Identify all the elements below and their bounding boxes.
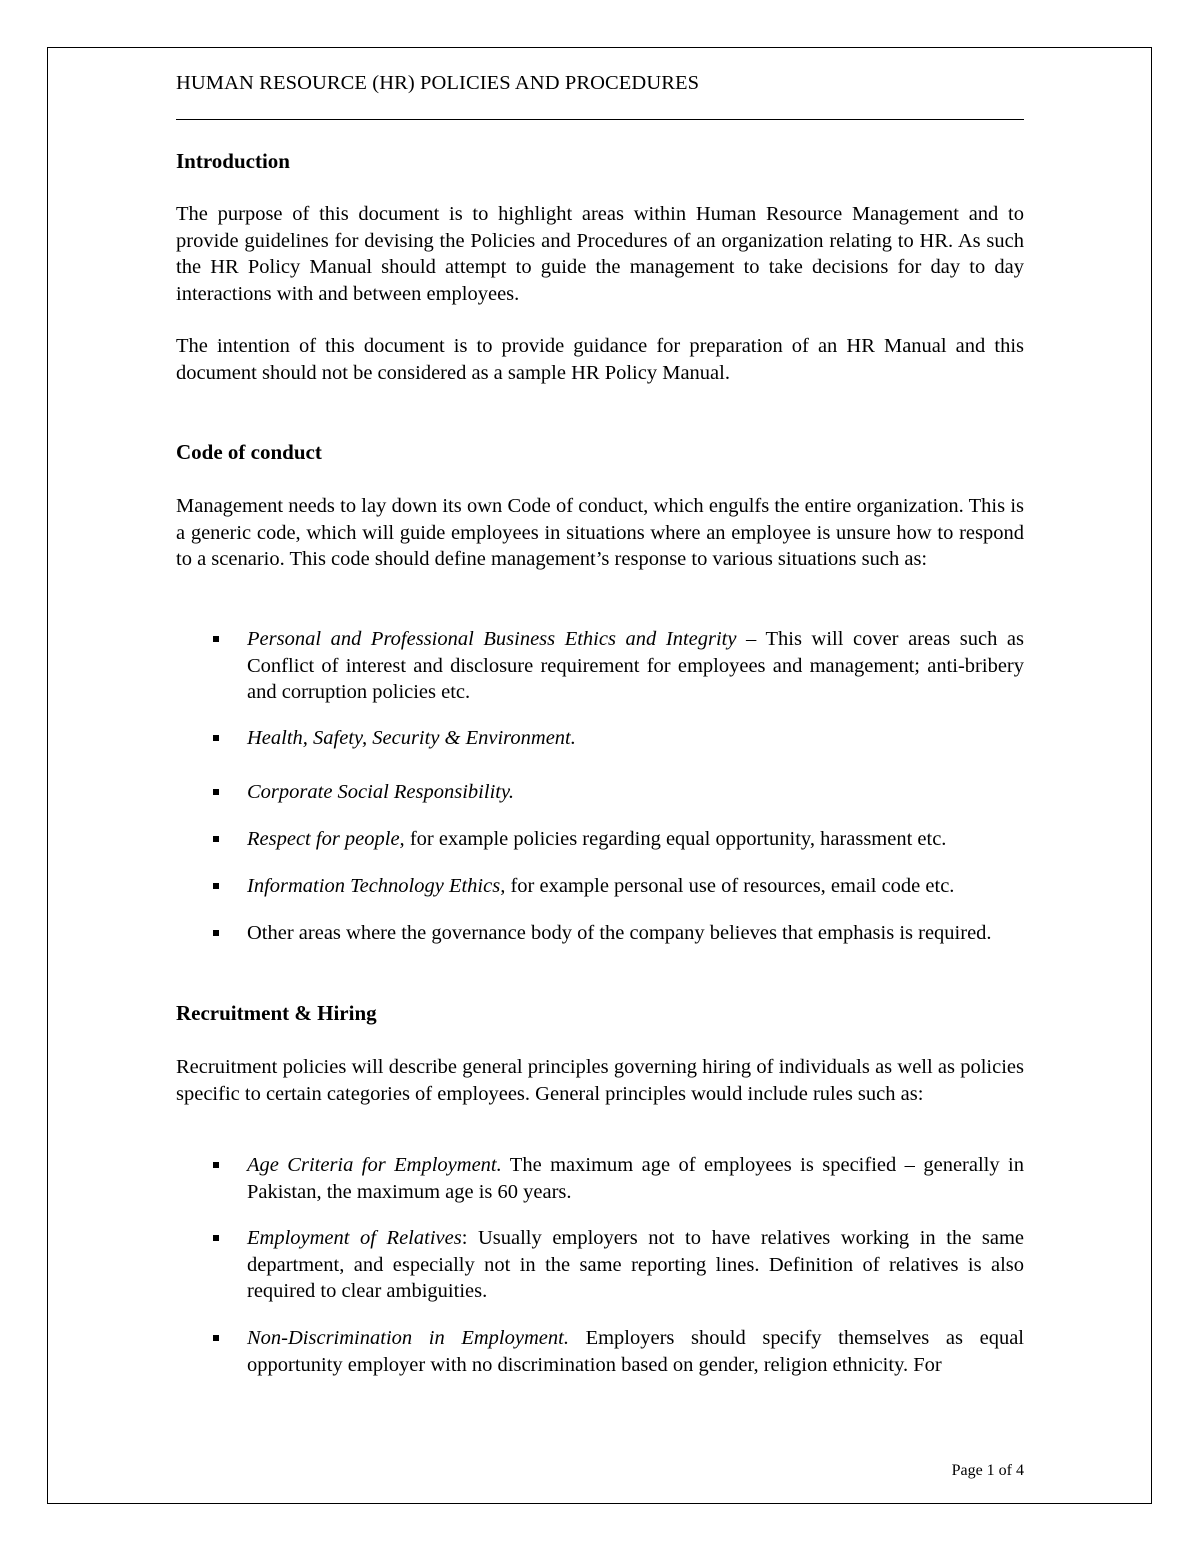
list-item-term: Corporate Social Responsibility.	[247, 781, 515, 803]
recruitment-paragraph: Recruitment policies will describe general principles governing hiring of individuals as well as policies specific to certain categories of employees. General principles would include rules such as:	[176, 1056, 1024, 1105]
square-bullet-icon	[213, 883, 219, 889]
list-item-term: Respect for people,	[247, 828, 405, 850]
list-item	[176, 626, 1024, 706]
square-bullet-icon	[213, 1335, 219, 1341]
square-bullet-icon	[213, 735, 219, 741]
list-item-term: Health, Safety, Security & Environment.	[247, 727, 576, 749]
section-heading-code-of-conduct: Code of conduct	[176, 440, 322, 464]
list-item-text: : Usually employers not to have relatives working in the same department, and especially not in the same reporting lines. Definition of relatives is also required to clear ambiguities.	[247, 1227, 1024, 1302]
code-of-conduct-paragraph: Management needs to lay down its own Code of conduct, which engulfs the entire organization. This is a generic code, which will guide employees in situations where an employee is unsure how to respond to a scenario. This code should define management’s response to various situations such as:	[176, 495, 1024, 570]
introduction-paragraph-2: The intention of this document is to provide guidance for preparation of an HR Manual and this document should not be considered as a sample HR Policy Manual.	[176, 335, 1024, 384]
square-bullet-icon	[213, 1235, 219, 1241]
square-bullet-icon	[213, 836, 219, 842]
list-item	[176, 725, 1024, 752]
list-item	[176, 873, 1024, 900]
section-heading-recruitment: Recruitment & Hiring	[176, 1001, 377, 1025]
list-item	[176, 920, 1024, 947]
list-item-term: Non-Discrimination in Employment.	[247, 1327, 569, 1349]
document-title: HUMAN RESOURCE (HR) POLICIES AND PROCEDURES	[176, 72, 700, 94]
list-item	[176, 1225, 1024, 1305]
list-item-text: The maximum age of employees is specified – generally in Pakistan, the maximum age is 60 years.	[247, 1154, 1024, 1203]
list-item	[176, 779, 1024, 806]
list-item-term: Age Criteria for Employment.	[247, 1154, 502, 1176]
square-bullet-icon	[213, 930, 219, 936]
list-item-term: Personal and Professional Business Ethics and Integrity	[247, 628, 737, 650]
list-item-text: for example personal use of resources, email code etc.	[505, 875, 955, 897]
square-bullet-icon	[213, 789, 219, 795]
list-item-text: for example policies regarding equal opportunity, harassment etc.	[404, 828, 947, 850]
title-divider	[176, 119, 1024, 120]
page-number: Page 1 of 4	[951, 1462, 1024, 1479]
list-item	[176, 1152, 1024, 1205]
list-item	[176, 1325, 1024, 1378]
section-heading-introduction: Introduction	[176, 149, 290, 173]
introduction-paragraph-1: The purpose of this document is to highlight areas within Human Resource Management and to provide guidelines for devising the Policies and Procedures of an organization relating to HR. As such the HR Policy Manual should attempt to guide the management to take decisions for day to day interactions with and between employees.	[176, 203, 1024, 305]
list-item	[176, 826, 1024, 853]
document-body	[176, 66, 1024, 1376]
list-item-text: – This will cover areas such as Conflict of interest and disclosure requirement for employees and management; anti-bribery and corruption policies etc.	[247, 628, 1024, 703]
list-item-text: Employers should specify themselves as equal opportunity employer with no discrimination based on gender, religion ethnicity. For	[247, 1327, 1024, 1376]
square-bullet-icon	[213, 636, 219, 642]
list-item-term: Information Technology Ethics,	[247, 875, 506, 897]
list-item-text: Other areas where the governance body of the company believes that emphasis is required.	[247, 922, 992, 944]
square-bullet-icon	[213, 1162, 219, 1168]
list-item-term: Employment of Relatives	[247, 1227, 462, 1249]
